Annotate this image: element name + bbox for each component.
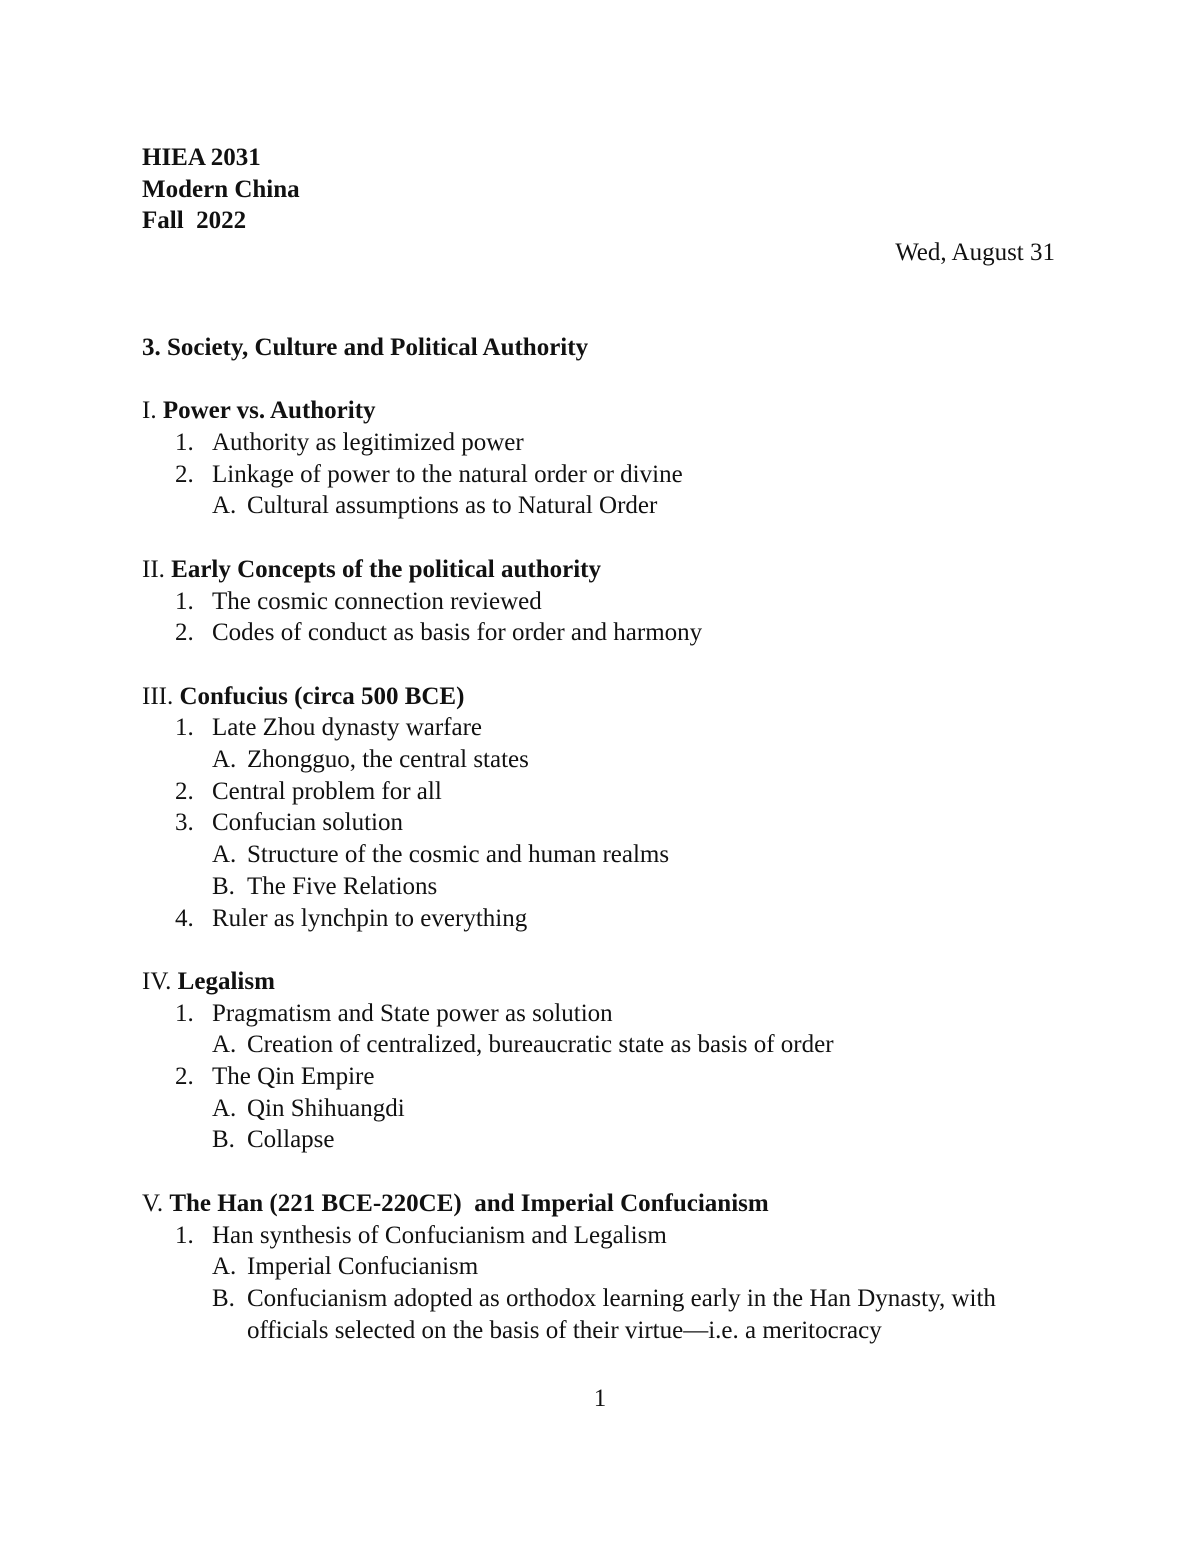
item-number: 2.: [175, 619, 194, 647]
section-numeral: II.: [142, 555, 165, 583]
item-text: Confucian solution: [212, 809, 403, 837]
subitem-text: Creation of centralized, bureaucratic state as basis of order: [247, 1031, 834, 1059]
outline-item: [142, 1220, 1062, 1252]
subitem-text: The Five Relations: [247, 872, 438, 900]
outline-item: [142, 807, 1062, 839]
section-numeral: IV.: [142, 967, 172, 995]
outline-item: [142, 427, 1062, 459]
outline-section: [142, 1188, 1062, 1347]
item-text: Ruler as lynchpin to everything: [212, 904, 528, 932]
outline-section: [142, 395, 1062, 522]
section-heading: [142, 681, 1062, 713]
item-number: 2.: [175, 777, 194, 805]
subitem-letter: B.: [212, 1126, 235, 1154]
section-numeral: III.: [142, 682, 174, 710]
outline-item: [142, 586, 1062, 618]
item-number: 2.: [175, 1063, 194, 1091]
subitem-letter: A.: [212, 1253, 237, 1281]
subitem-text: Cultural assumptions as to Natural Order: [247, 492, 658, 520]
outline-subitem: [142, 839, 1062, 871]
lecture-date: Wed, August 31: [895, 239, 1055, 266]
subitem-letter: B.: [212, 872, 235, 900]
subitem-text: Confucianism adopted as orthodox learning early in the Han Dynasty, with officials selected on the basis of their virtue—i.e. a meritocracy: [247, 1284, 996, 1344]
subitem-letter: A.: [212, 841, 237, 869]
course-term: Fall 2022: [142, 207, 247, 235]
item-text: Han synthesis of Confucianism and Legalism: [212, 1221, 667, 1249]
outline-subitem: [142, 744, 1062, 776]
item-text: The cosmic connection reviewed: [212, 587, 542, 615]
outline-section: [142, 681, 1062, 935]
subitem-text: Collapse: [247, 1126, 335, 1154]
section-heading: [142, 966, 1062, 998]
outline-section: [142, 554, 1062, 649]
item-text: The Qin Empire: [212, 1063, 375, 1091]
subitem-letter: A.: [212, 746, 237, 774]
section-heading: [142, 1188, 1062, 1220]
section-heading: [142, 554, 1062, 586]
outline-item: [142, 1061, 1062, 1093]
subitem-letter: A.: [212, 1094, 237, 1122]
section-title: Confucius (circa 500 BCE): [179, 682, 465, 710]
course-code: HIEA 2031: [142, 144, 261, 171]
item-number: 1.: [175, 714, 194, 742]
item-text: Codes of conduct as basis for order and harmony: [212, 619, 703, 647]
item-text: Authority as legitimized power: [212, 429, 524, 457]
outline-item: [142, 617, 1062, 649]
outline-item: [142, 903, 1062, 935]
subitem-letter: A.: [212, 1031, 237, 1059]
section-numeral: I.: [142, 397, 157, 425]
section-title: Early Concepts of the political authority: [171, 555, 601, 583]
page-number: 1: [593, 1385, 607, 1412]
outline-item: [142, 998, 1062, 1030]
subitem-letter: A.: [212, 492, 237, 520]
section-title: The Han (221 BCE-220CE) and Imperial Confucianism: [169, 1189, 769, 1217]
lecture-outline: [142, 332, 1062, 1346]
course-header: [142, 142, 300, 237]
item-number: 1.: [175, 429, 194, 457]
outline-subitem: [142, 1093, 1062, 1125]
outline-item: [142, 776, 1062, 808]
subitem-text: Imperial Confucianism: [247, 1253, 479, 1281]
section-title: Legalism: [177, 967, 275, 995]
subitem-text: Zhongguo, the central states: [247, 746, 529, 774]
outline-subitem: [142, 1124, 1062, 1156]
item-text: Pragmatism and State power as solution: [212, 999, 613, 1027]
item-number: 2.: [175, 460, 194, 488]
item-text: Central problem for all: [212, 777, 442, 805]
subitem-text: Structure of the cosmic and human realms: [247, 841, 670, 869]
item-number: 1.: [175, 587, 194, 615]
outline-subitem: [142, 490, 1062, 522]
outline-subitem: [142, 1283, 1062, 1346]
section-heading: [142, 395, 1062, 427]
item-text: Late Zhou dynasty warfare: [212, 714, 483, 742]
subitem-letter: B.: [212, 1284, 235, 1312]
course-name: Modern China: [142, 175, 300, 203]
subitem-text: Qin Shihuangdi: [247, 1094, 405, 1122]
outline-item: [142, 712, 1062, 744]
section-title: Power vs. Authority: [162, 397, 376, 425]
outline-sections: [142, 395, 1062, 1346]
item-number: 1.: [175, 1221, 194, 1249]
item-number: 4.: [175, 904, 194, 932]
outline-subitem: [142, 1251, 1062, 1283]
item-number: 3.: [175, 809, 194, 837]
lecture-title: 3. Society, Culture and Political Authority: [142, 334, 589, 361]
item-text: Linkage of power to the natural order or divine: [212, 460, 683, 488]
outline-section: [142, 966, 1062, 1156]
outline-subitem: [142, 871, 1062, 903]
outline-subitem: [142, 1029, 1062, 1061]
item-number: 1.: [175, 999, 194, 1027]
outline-item: [142, 459, 1062, 491]
section-numeral: V.: [142, 1189, 164, 1217]
